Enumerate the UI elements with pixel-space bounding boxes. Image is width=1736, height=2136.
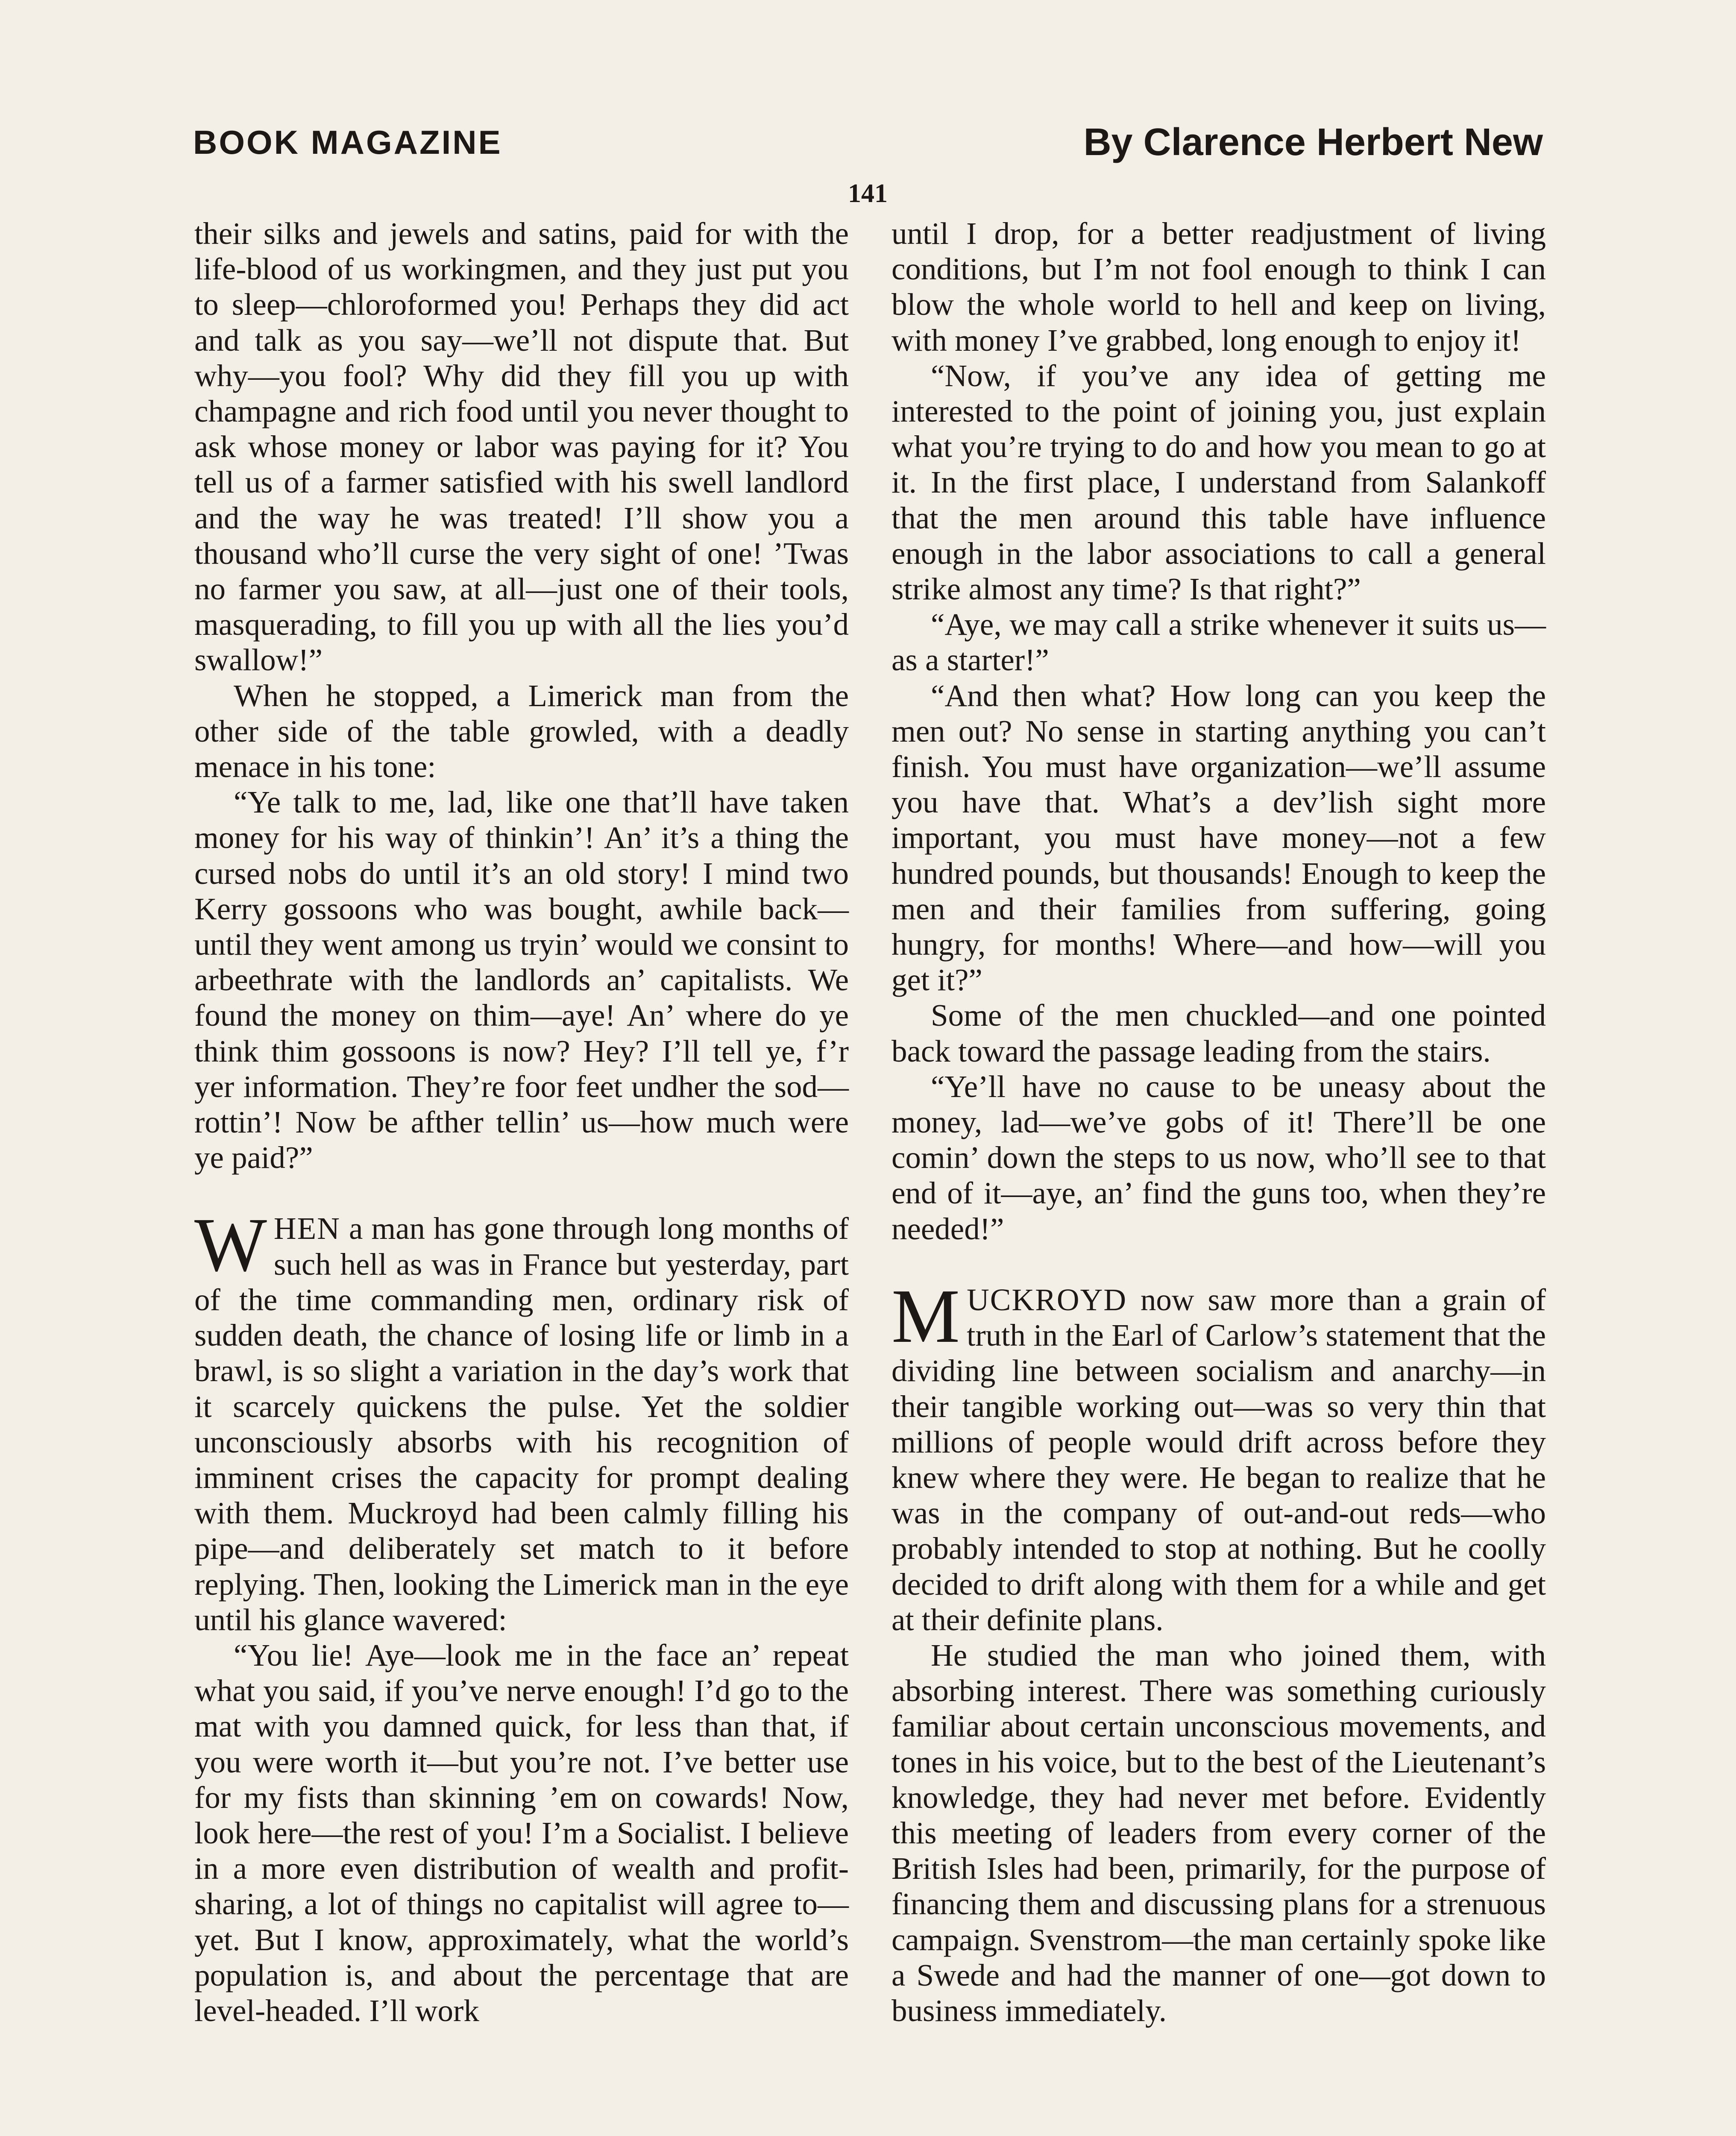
section-break <box>891 1247 1546 1282</box>
drop-cap: W <box>194 1202 267 1288</box>
page-number: 141 <box>848 179 888 208</box>
paragraph-text: a man has gone through long months of such hell as was in France but yesterday, part of the time commanding men, ordinary risk of sudden death, the chance of losing life or limb in a brawl, is so slight a variation in the day’s work that it scarcely quickens the pulse. Yet the soldier unconsciously absorbs with his recognition of imminent crises the capacity for prompt dealing with them. Muckroyd had been calmly filling his pipe—and deliberately set match to it before replying. Then, looking the Limerick man in the eye until his glance wavered: <box>194 1211 849 1637</box>
paragraph: Some of the men chuckled—and one pointed back toward the passage leading from the stairs. <box>891 998 1546 1068</box>
running-header-author: By Clarence Herbert New <box>1083 121 1543 164</box>
section-opening-paragraph <box>891 1273 1546 1637</box>
small-caps-lead: UCKROYD <box>967 1282 1127 1317</box>
paragraph: “Ye talk to me, lad, like one that’ll have taken money for his way of thinkin’! An’ it’s a thing the cursed nobs do until it’s an old story! I mind two Kerry gossoons who was bought, awhile back—until they went among us tryin’ would we consint to arbeethrate with the landlords an’ capitalists. We found the money on thim—aye! An’ where do ye think thim gossoons is now? Hey? I’ll tell ye, f’r yer information. They’re foor feet undher the sod—rottin’! Now be afther tellin’ us—how much were ye paid?” <box>194 785 849 1175</box>
small-caps-lead: HEN <box>273 1211 340 1246</box>
paragraph: “Aye, we may call a strike whenever it suits us—as a starter!” <box>891 607 1546 678</box>
running-header-magazine: BOOK MAGAZINE <box>193 123 502 161</box>
paragraph: “And then what? How long can you keep the men out? No sense in starting anything you can’t finish. You must have organization—we’ll assume you have that. What’s a dev’lish sight more important, you must have money—not a few hundred pounds, but thousands! Enough to keep the men and their families from suffering, going hungry, for months! Where—and how—will you get it?” <box>891 678 1546 998</box>
paragraph: “You lie! Aye—look me in the face an’ repeat what you said, if you’ve nerve enough! I’d go to the mat with you damned quick, for less than that, if you were worth it—but you’re not. I’ve better use for my fists than skinning ’em on cowards! Now, look here—the rest of you! I’m a Socialist. I believe in a more even distribution of wealth and profit-sharing, a lot of things no capitalist will agree to—yet. But I know, approximately, what the world’s population is, and about the percentage that are level-headed. I’ll work <box>194 1637 849 2028</box>
section-opening-paragraph <box>194 1202 849 1637</box>
section-break <box>194 1175 849 1211</box>
paragraph: When he stopped, a Limerick man from the other side of the table growled, with a deadly menace in his tone: <box>194 678 849 784</box>
paragraph: “Ye’ll have no cause to be uneasy about the money, lad—we’ve gobs of it! There’ll be one comin’ down the steps to us now, who’ll see to that end of it—aye, an’ find the guns too, when they’re needed!” <box>891 1069 1546 1246</box>
text-column-left <box>194 216 849 2028</box>
paragraph: until I drop, for a better readjustment of living conditions, but I’m not fool enough to think I can blow the whole world to hell and keep on living, with money I’ve grabbed, long enough to enjoy it! <box>891 216 1546 358</box>
text-column-right <box>891 216 1546 2028</box>
drop-cap: M <box>891 1273 960 1358</box>
paragraph: their silks and jewels and satins, paid for with the life-blood of us workingmen, and they just put you to sleep—chloroformed you! Perhaps they did act and talk as you say—we’ll not dispute that. But why—you fool? Why did they fill you up with champagne and rich food until you never thought to ask whose money or labor was paying for it? You tell us of a farmer satisfied with his swell landlord and the way he was treated! I’ll show you a thousand who’ll curse the very sight of one! ’Twas no farmer you saw, at all—just one of their tools, masquerading, to fill you up with all the lies you’d swallow!” <box>194 216 849 678</box>
paragraph-text: now saw more than a grain of truth in the Earl of Carlow’s statement that the dividing line between socialism and anarchy—in their tangible working out—was so very thin that millions of people would drift across before they knew where they were. He began to realize that he was in the company of out-and-out reds—who probably intended to stop at nothing. But he coolly decided to drift along with them for a while and get at their definite plans. <box>891 1282 1546 1637</box>
paragraph: “Now, if you’ve any idea of getting me interested to the point of joining you, just explain what you’re trying to do and how you mean to go at it. In the first place, I understand from Salankoff that the men around this table have influence enough in the labor associations to call a general strike almost any time? Is that right?” <box>891 358 1546 607</box>
paragraph: He studied the man who joined them, with absorbing interest. There was something curiously familiar about certain unconscious movements, and tones in his voice, but to the best of the Lieutenant’s knowledge, they had never met before. Evidently this meeting of leaders from every corner of the British Isles had been, primarily, for the purpose of financing them and discussing plans for a strenuous campaign. Svenstrom—the man certainly spoke like a Swede and had the manner of one—got down to business immediately. <box>891 1637 1546 2028</box>
